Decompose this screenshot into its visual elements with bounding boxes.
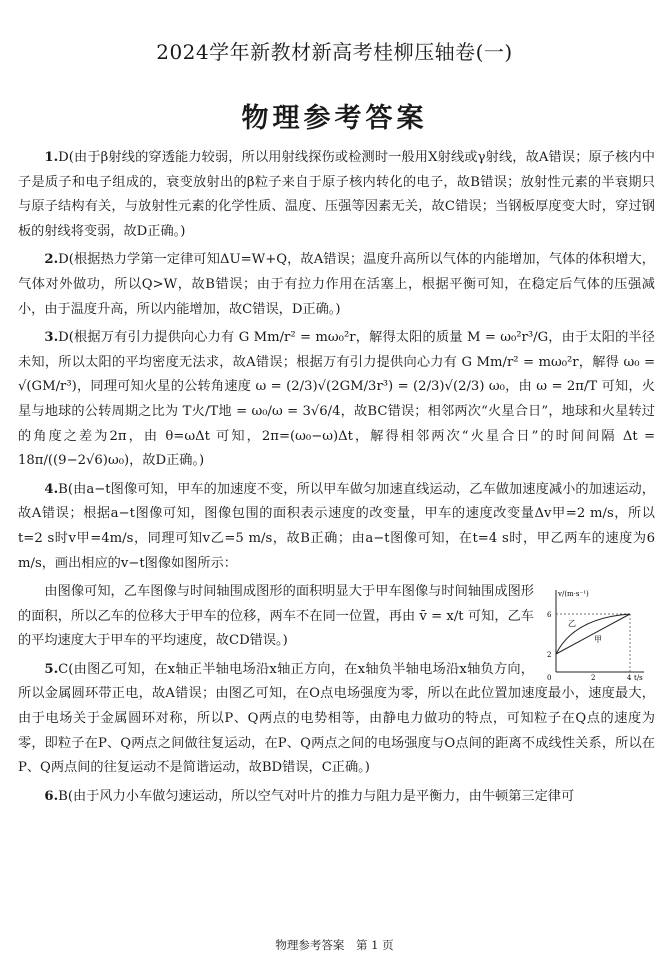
y-tick-label: 6 <box>547 611 552 620</box>
answer-item <box>18 248 655 322</box>
origin-label: 0 <box>547 674 552 683</box>
answer-number: 6. <box>44 788 59 804</box>
vt-figure <box>544 584 649 682</box>
answer-number: 1. <box>44 150 59 165</box>
answer-item <box>18 785 655 810</box>
curve-label: 乙 <box>568 619 576 629</box>
answer-item <box>18 326 655 474</box>
answer-text: D(根据热力学第一定律可知ΔU=W+Q，故A错误；温度升高所以气体的内能增加，气体的体积增大，气体对外做功，所以Q>W，故B错误；由于有拉力作用在活塞上，根据平衡可知，在稳定后气体的压强减小，由于温度升高，所以内能增加，故C错误，D正确。) <box>18 252 655 317</box>
answer-item <box>18 146 655 244</box>
exam-header: 2024学年新教材新高考桂柳压轴卷(一) <box>156 40 513 64</box>
answer-text: B(由于风力小车做匀速运动，所以空气对叶片的推力与阻力是平衡力，由牛顿第三定律可 <box>58 788 575 804</box>
answer-body <box>18 146 655 813</box>
answer-number: 3. <box>44 330 59 346</box>
curve-label: 甲 <box>594 635 602 645</box>
x-tick-label: 4 <box>627 674 632 683</box>
vt-graph <box>544 584 649 682</box>
answer-number: 4. <box>44 481 59 497</box>
answer-text: 由图像可知，乙车图像与时间轴围成图形的面积明显大于甲车图像与时间轴围成图形的面积，所以乙车的位移大于甲车的位移，两车不在同一位置，再由 v̄ = x/t 可知，乙车的平均速度大于甲车的平均速度，故CD错误。) <box>18 584 534 649</box>
footer-page-number: 第 1 页 <box>356 938 394 952</box>
footer-subject: 物理参考答案 <box>275 938 345 952</box>
answer-text: D(由于β射线的穿透能力较弱，所以用射线探伤或检测时一般用X射线或γ射线，故A错误；原子核内中子是质子和电子组成的，衰变放射出的β粒子来自于原子核内转化的电子，故B错误；放射性元素的半衰期只与原子结构有关，与放射性元素的化学性质、温度、压强等因素无关，故C错误；当钢板厚度变大时，穿过钢板的射线将变弱，故D正确。) <box>18 150 655 239</box>
answer-text: C(由图乙可知，在x轴正半轴电场沿x轴正方向，在x轴负半轴电场沿x轴负方向，所以金属圆环带正电，故A错误；由图乙可知，在O点电场强度为零，所以在此位置加速度最小，速度最大，由于电场关于金属圆环对称，所以P、Q两点的电势相等，由静电力做功的特点，可知粒子在Q点的速度为零，即粒子在P、Q两点之间做往复运动，在P、Q两点之间的电场强度与O点间的距离不成线性关系，所以在P、Q两点间的往复运动不是简谐运动，故BD错误，C正确。) <box>18 661 655 776</box>
y-tick-label: 2 <box>547 651 552 660</box>
answer-text: D(根据万有引力提供向心力有 G Mm/r² = mω₀²r，解得太阳的质量 M = ω₀²r³/G，由于太阳的半径未知，所以太阳的平均密度无法求，故A错误；根据万有引力提供向心力有 G Mm/r² = mω₀²r，解得 ω₀ = √(GM/r³)，同理可知火星的公转角速度 ω = (2/3)√(2GM/3r³) = (2/3)√(2/3) ω₀，由 ω = 2π/T 可知，火星与地球的公转周期之比为 T火/T地 = ω₀/ω = 3√6/4，故BC错误；相邻两次“火星合日”，地球和火星转过的角度之差为2π，由 θ=ωΔt 可知，2π=(ω₀−ω)Δt，解得相邻两次“火星合日”的时间间隔 Δt = 18π/((9−2√6)ω₀)，故D正确。) <box>18 330 655 469</box>
page-footer <box>0 937 669 953</box>
x-axis-label: t/s <box>634 674 643 683</box>
answer-text: B(由a−t图像可知，甲车的加速度不变，所以甲车做匀加速直线运动，乙车做加速度减小的加速运动，故A错误；根据a−t图像可知，图像包围的面积表示速度的改变量，甲车的速度改变量Δv甲=2 m/s，所以t=2 s时v甲=4m/s，同理可知v乙=5 m/s，故B正确；由a−t图像可知，在t=4 s时，甲乙两车的速度为6 m/s，画出相应的v−t图像如图所示： <box>18 481 655 571</box>
document-title: 物理参考答案 <box>241 103 428 134</box>
answer-item <box>18 478 655 576</box>
y-axis-label: v/(m·s⁻¹) <box>558 590 589 599</box>
answer-number: 5. <box>44 661 59 677</box>
answer-number: 2. <box>44 252 59 268</box>
x-tick-label: 2 <box>591 674 596 683</box>
